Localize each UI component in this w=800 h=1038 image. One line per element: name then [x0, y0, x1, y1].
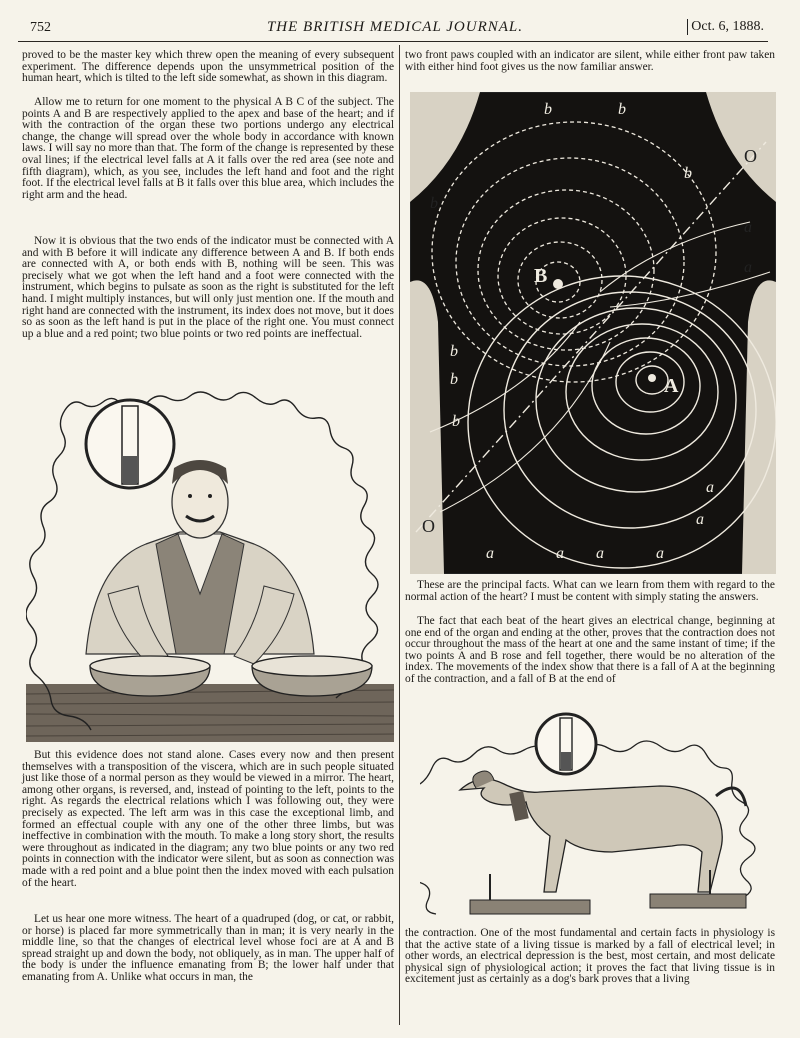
left-paragraph-4: But this evidence does not stand alone. Cases every now and then present themselves with a transposition of the viscera, which are in such people situated just like those of a normal person as they would be viewed in a mirror. The heart, among other organs, is reversed, and, instead of pointing to the left, points to the right. As regards the electrical relations which I was following out, they were precisely as expected. The left arm was in this case the exceptional limb, and formed an effectual couple with any one of the other three limbs, but was ineffective in combination with the mouth. To make a long story short, the results were throughout as indicated in the diagram; any two blue points or any two red points in connection with the indicator were silent, but as soon as connection was made with a red point and a blue point then the index moved with each pulsation of the heart. [22, 749, 394, 889]
label-b: b [452, 413, 460, 430]
label-a: a [744, 219, 752, 236]
left-paragraph-3: Now it is obvious that the two ends of the indicator must be connected with A and with B before it will indicate any difference between A and B. If both ends are connected with A, or both ends with B, nothing will be seen. This was precisely what we got when the left hand and a foot were connected with the instrument, which begins to pulsate as soon as the right is substituted for the left hand. I might multiply instances, but will only just mention one. If the mouth and right hand are connected with the instrument, its index does not move, but it does so as soon as the left hand is put in the place of the right one. You must connect up a blue and a red point; two blue points or two red points are ineffectual. [22, 235, 394, 340]
torso-potential-diagram [410, 92, 776, 574]
journal-title: THE BRITISH MEDICAL JOURNAL. [266, 19, 524, 35]
man-electrode-illustration [26, 384, 394, 746]
dog-electrode-illustration [420, 704, 760, 924]
right-paragraph-3: The fact that each beat of the heart gives an electrical change, beginning at one end of the organ and ending at the other, proves that the contraction does not occur throughout the mass of the heart at one and the same instant of time; if the two points A and B rose and fell together, there would be no alteration of the index. The movements of the index show that there is a fall of A at the beginning of the contraction, and a fall of B at the end of [405, 615, 775, 685]
left-paragraph-2: Allow me to return for one moment to the physical A B C of the subject. The points A and B are respectively applied to the apex and base of the heart; and if with the contraction of the organ these two portions undergo any electrical change, the change will spread over the whole body in accordance with known laws. I will say no more than that. The form of the change is represented by these oval lines; if the electrical level falls at A it falls over the red area (see note and fifth diagram), which, as you see, includes the left hand and foot and the right foot. If the electrical level falls at B it falls over this blue area, which includes the right arm and the head. [22, 96, 394, 201]
header-rule [18, 41, 768, 42]
label-a: a [486, 545, 494, 562]
label-O-top: O [744, 146, 757, 166]
label-A: A [664, 375, 679, 397]
left-paragraph-5: Let us hear one more witness. The heart of a quadruped (dog, or cat, or rabbit, or horse) is placed far more symmetrically than in man; it is very nearly in the middle line, so that the changes of electrical level whose foci are at A and B spread straight up and down the body, not obliquely, as in man. The upper half of the body is under the influence emanating from B; the lower half under that emanating from A. Unlike what occurs in man, the [22, 913, 394, 983]
label-b: b [450, 371, 458, 388]
label-b: b [450, 343, 458, 360]
label-a: a [596, 545, 604, 562]
right-paragraph-4: the contraction. One of the most fundamental and certain facts in physiology is that the active state of a living tissue is marked by a fall of electrical level; in other words, an electrical depression is the best, most certain, and most delicate physical sign of physiological action; it proves the fact that living tissue is in excitement just as certainly as a dog's bark proves that a living [405, 927, 775, 986]
label-b: b [430, 195, 438, 212]
label-a: a [556, 545, 564, 562]
label-b: b [544, 101, 552, 118]
page-header [26, 18, 764, 40]
label-a: a [744, 259, 752, 276]
label-a: a [696, 511, 704, 528]
page-number: 752 [30, 20, 51, 35]
issue-date: Oct. 6, 1888. [687, 19, 764, 35]
label-a: a [656, 545, 664, 562]
label-a: a [706, 479, 714, 496]
right-paragraph-2: These are the principal facts. What can we learn from them with regard to the normal action of the heart? I must be content with simply stating the answers. [405, 579, 775, 603]
label-b: b [684, 165, 692, 182]
right-paragraph-1: two front paws coupled with an indicator are silent, while either front paw taken with either hind foot gives us the now familiar answer. [405, 49, 775, 73]
left-paragraph-1: proved to be the master key which threw open the meaning of every subsequent experiment. The difference depends upon the unsymmetrical position of the human heart, which is tilted to the left side somewhat, as shown in this diagram. [22, 49, 394, 85]
column-rule [399, 45, 400, 1025]
label-B: B [534, 265, 548, 287]
label-b: b [618, 101, 626, 118]
label-O-bottom: O [422, 516, 435, 536]
